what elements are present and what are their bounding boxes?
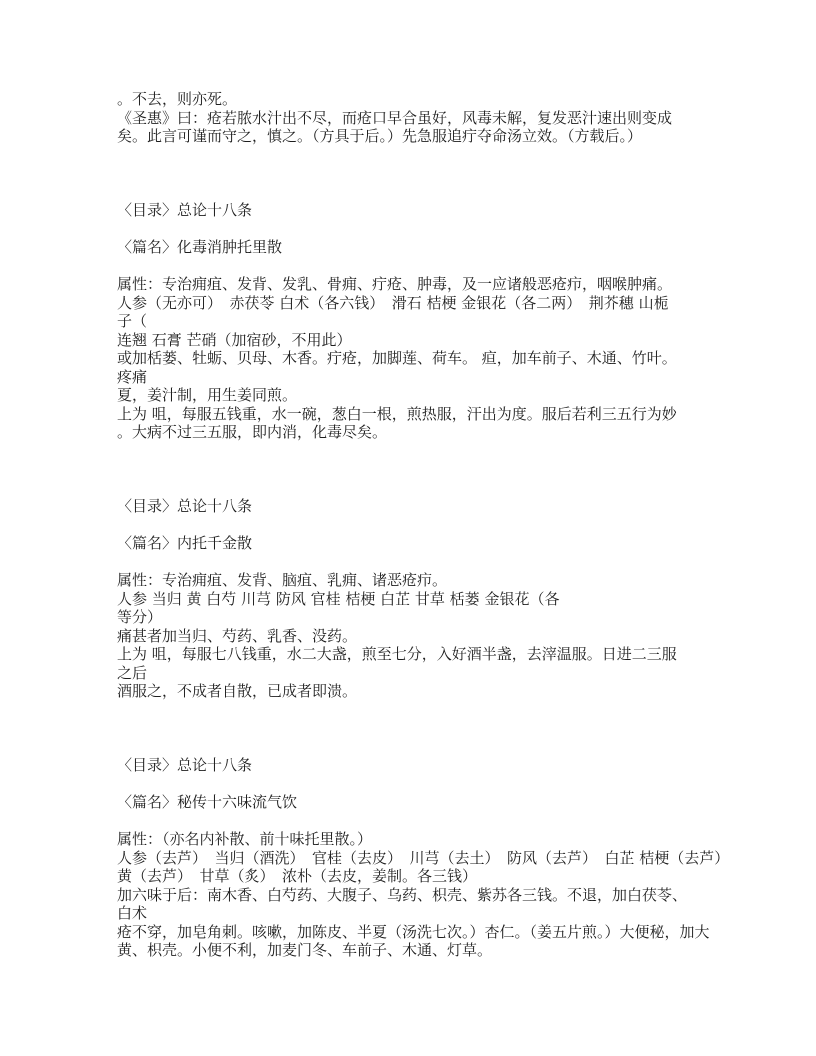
text-line: 连翘 石膏 芒硝（加宿砂，不用此） — [117, 330, 352, 349]
section-title-line: 〈篇名〉内托千金散 — [117, 534, 253, 552]
text-line: 人参 当归 黄 白芍 川芎 防风 官桂 桔梗 白芷 甘草 栝蒌 金银花（各 — [117, 589, 560, 608]
text-line: 属性：（亦名内补散、前十味托里散。） — [117, 830, 373, 848]
section-block — [117, 756, 777, 960]
text-line: 黄、枳壳。小便不利，加麦门冬、车前子、木通、灯草。 — [117, 941, 493, 959]
catalog-line: 〈目录〉总论十八条 — [117, 497, 253, 515]
text-line: 人参（无亦可） 赤茯苓 白术（各六钱） 滑石 桔梗 金银花（各二两） 荆芥穗 山栀 — [117, 293, 669, 312]
text-line: 属性：专治痈疽、发背、脑疽、乳痈、诸恶疮疖。 — [117, 571, 448, 589]
text-line: 等分） — [117, 608, 163, 626]
text-line: 加六味于后：南木香、白芍药、大腹子、乌药、枳壳、紫苏各三钱。不退，加白茯苓、 — [117, 885, 688, 904]
section-title-line: 〈篇名〉秘传十六味流气饮 — [117, 793, 298, 811]
text-line: 夏，姜汁制，用生姜同煎。 — [117, 386, 298, 404]
text-line: 上为 咀，每服七八钱重，水二大盏，煎至七分，入好酒半盏，去滓温服。日进二三服 — [117, 645, 677, 663]
section-block — [117, 497, 777, 701]
text-line: 。不去，则亦死。 — [117, 90, 238, 108]
text-line: 之后 — [117, 663, 148, 682]
paragraph-block — [117, 90, 777, 146]
catalog-line: 〈目录〉总论十八条 — [117, 201, 253, 219]
text-line: 酒服之，不成者自散，已成者即溃。 — [117, 682, 358, 700]
text-line: 上为 咀，每服五钱重，水一碗，葱白一根，煎热服，汗出为度。服后若利三五行为妙 — [117, 404, 677, 423]
text-line: 白术 — [117, 904, 148, 922]
text-line: 疼痛 — [117, 367, 148, 386]
text-line: 《圣惠》曰：疮若脓水汁出不尽，而疮口早合虽好，风毒未解，复发恶汁速出则变成 — [117, 108, 673, 127]
text-line: 黄（去芦） 甘草（炙） 浓朴（去皮，姜制。各三钱） — [117, 867, 478, 885]
text-line: 子（ — [117, 312, 148, 330]
document-content — [117, 90, 777, 960]
text-line: 或加栝蒌、牡蛎、贝母、木香。疔疮，加脚莲、荷车。 疸，加车前子、木通、竹叶。 — [117, 349, 677, 367]
text-line: 矣。此言可谨而守之，慎之。（方具于后。）先急服追疔夺命汤立效。（方载后。） — [117, 127, 643, 145]
text-line: 属性：专治痈疽、发背、发乳、骨痈、疔疮、肿毒，及一应诸般恶疮疖，咽喉肿痛。 — [117, 275, 673, 293]
text-line: 痛甚者加当归、芍药、乳香、没药。 — [117, 626, 358, 645]
text-line: 疮不穿，加皂角刺。咳嗽，加陈皮、半夏（汤洗七次。）杏仁。（姜五片煎。）大便秘，加大 — [117, 922, 710, 941]
text-line: 人参（去芦） 当归（酒洗） 官桂（去皮） 川芎（去土） 防风（去芦） 白芷 桔梗（去芦） — [117, 848, 730, 867]
catalog-line: 〈目录〉总论十八条 — [117, 756, 253, 774]
section-block — [117, 201, 777, 442]
section-title-line: 〈篇名〉化毒消肿托里散 — [117, 238, 283, 256]
text-line: 。大病不过三五服，即内消，化毒尽矣。 — [117, 423, 388, 441]
